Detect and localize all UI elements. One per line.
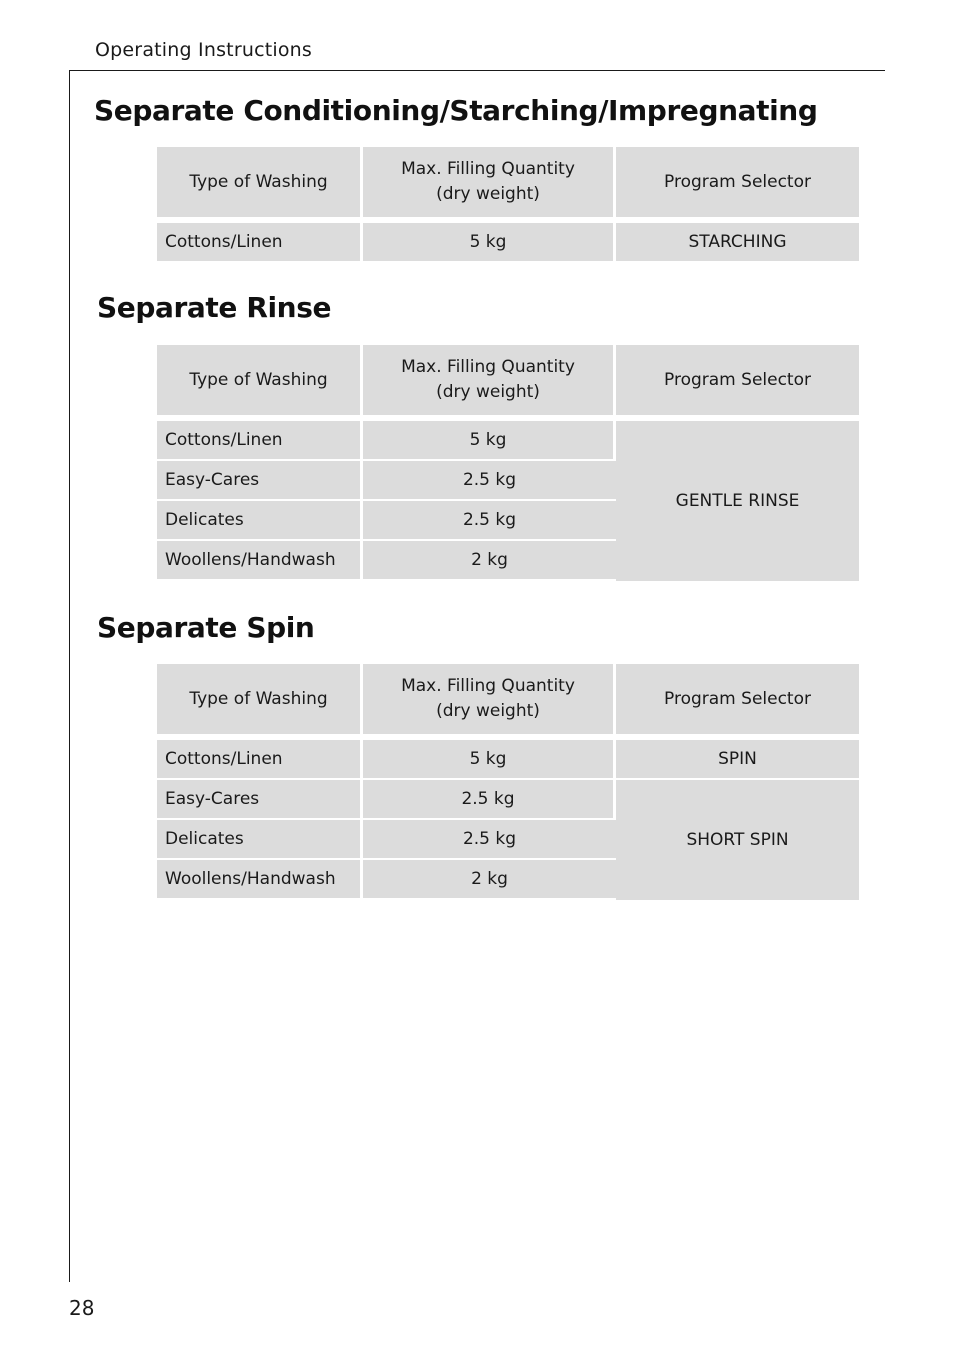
- type-cell: Delicates: [157, 501, 363, 541]
- quantity-cell: 5 kg: [363, 740, 616, 780]
- type-cell: Woollens/Handwash: [157, 860, 363, 900]
- program-cell: SPIN: [616, 740, 859, 780]
- column-header-quantity-line2: (dry weight): [436, 382, 540, 402]
- column-header-quantity-line1: Max. Filling Quantity: [401, 676, 575, 696]
- quantity-cell: 2.5 kg: [363, 820, 616, 860]
- header-rule: [69, 70, 885, 71]
- type-cell: Woollens/Handwash: [157, 541, 363, 581]
- section-title-conditioning: Separate Conditioning/Starching/Impregnating: [94, 94, 818, 127]
- type-cell: Easy-Cares: [157, 461, 363, 501]
- table-conditioning: [157, 147, 859, 263]
- table-rinse: [157, 345, 859, 581]
- table-spin: [157, 664, 859, 900]
- column-header-type: Type of Washing: [157, 664, 363, 740]
- column-header-type: Type of Washing: [157, 345, 363, 421]
- quantity-cell: 5 kg: [363, 421, 616, 461]
- type-cell: Cottons/Linen: [157, 421, 363, 461]
- program-cell: GENTLE RINSE: [616, 421, 859, 581]
- quantity-cell: 2.5 kg: [363, 461, 616, 501]
- column-header-quantity: [363, 147, 616, 223]
- type-cell: Cottons/Linen: [157, 740, 363, 780]
- quantity-cell: 5 kg: [363, 223, 616, 263]
- column-header-type: Type of Washing: [157, 147, 363, 223]
- program-cell: SHORT SPIN: [616, 780, 859, 900]
- page-number: 28: [69, 1296, 95, 1320]
- program-cell: STARCHING: [616, 223, 859, 263]
- column-header-program: Program Selector: [616, 345, 859, 421]
- type-cell: Delicates: [157, 820, 363, 860]
- type-cell: Cottons/Linen: [157, 223, 363, 263]
- column-header-program: Program Selector: [616, 147, 859, 223]
- quantity-cell: 2 kg: [363, 860, 616, 900]
- margin-rule: [69, 70, 70, 1282]
- table-row: [157, 223, 859, 263]
- column-header-quantity: [363, 664, 616, 740]
- column-header-quantity: [363, 345, 616, 421]
- quantity-cell: 2.5 kg: [363, 501, 616, 541]
- column-header-quantity-line2: (dry weight): [436, 701, 540, 721]
- type-cell: Easy-Cares: [157, 780, 363, 820]
- quantity-cell: 2 kg: [363, 541, 616, 581]
- column-header-quantity-line1: Max. Filling Quantity: [401, 159, 575, 179]
- column-header-quantity-line1: Max. Filling Quantity: [401, 357, 575, 377]
- table-row: [157, 740, 859, 780]
- section-title-rinse: Separate Rinse: [97, 291, 332, 324]
- table-row: [157, 780, 859, 820]
- quantity-cell: 2.5 kg: [363, 780, 616, 820]
- column-header-quantity-line2: (dry weight): [436, 184, 540, 204]
- running-header: Operating Instructions: [95, 39, 313, 61]
- section-title-spin: Separate Spin: [97, 611, 315, 644]
- table-row: [157, 421, 859, 461]
- column-header-program: Program Selector: [616, 664, 859, 740]
